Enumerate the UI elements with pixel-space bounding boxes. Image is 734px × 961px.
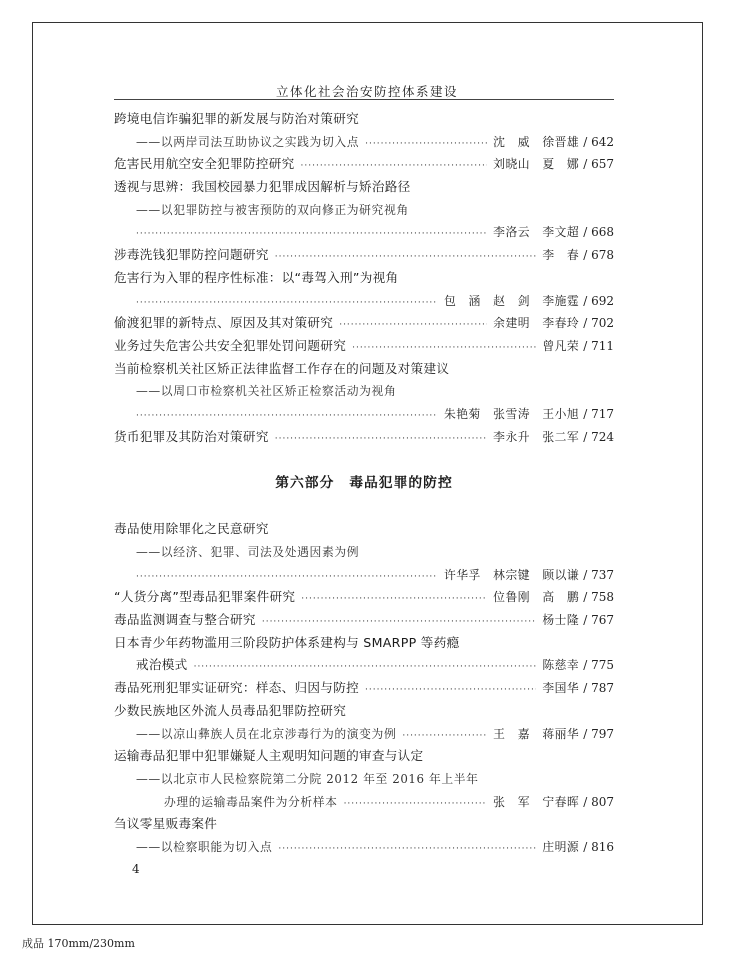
toc-entry-title: ——以检察职能为切入点 bbox=[136, 839, 273, 854]
toc-part-1 bbox=[114, 108, 614, 448]
toc-entry-title: 毒品使用除罪化之民意研究 bbox=[114, 521, 269, 537]
toc-entry-title: 运输毒品犯罪中犯罪嫌疑人主观明知问题的审查与认定 bbox=[114, 748, 424, 764]
table-of-contents bbox=[114, 108, 614, 859]
dot-leader bbox=[275, 428, 487, 451]
section-spacer bbox=[114, 503, 614, 518]
dot-leader bbox=[136, 405, 438, 428]
toc-entry-title: 跨境电信诈骗犯罪的新发展与防治对策研究 bbox=[114, 111, 359, 126]
toc-entry-page: / 816 bbox=[583, 839, 614, 854]
toc-entry-title: 日本青少年药物滥用三阶段防护体系建构与 SMARPP 等药瘾 bbox=[114, 634, 460, 650]
toc-entry-line bbox=[114, 221, 614, 244]
dot-leader bbox=[402, 725, 487, 748]
toc-entry-title: “人货分离”型毒品犯罪案件研究 bbox=[114, 589, 296, 605]
toc-entry-title: 戒治模式 bbox=[136, 657, 188, 673]
toc-entry-title: ——以凉山彝族人员在北京涉毒行为的演变为例 bbox=[136, 726, 397, 741]
toc-entry-authors: 许华孚 林宗键 顾以谦 bbox=[443, 567, 580, 582]
toc-entry-line bbox=[114, 380, 614, 403]
toc-entry-authors: 张 军 宁春晖 bbox=[493, 794, 580, 809]
toc-entry-page: / 668 bbox=[583, 225, 614, 240]
dot-leader bbox=[352, 337, 536, 360]
toc-entry-title: 偷渡犯罪的新特点、原因及其对策研究 bbox=[114, 315, 334, 331]
toc-entry-authors: 沈 威 徐晋雄 bbox=[493, 134, 580, 149]
toc-entry-title: ——以经济、犯罪、司法及处遇因素为例 bbox=[136, 545, 360, 559]
dot-leader bbox=[262, 611, 536, 634]
toc-entry-line bbox=[114, 358, 614, 381]
toc-entry-authors: 余建明 李春玲 bbox=[493, 316, 580, 331]
toc-entry-line bbox=[114, 267, 614, 290]
toc-entry-title: 业务过失危害公共安全犯罪处罚问题研究 bbox=[114, 337, 347, 353]
toc-entry-page: / 797 bbox=[583, 726, 614, 741]
toc-entry-line bbox=[114, 153, 614, 176]
dot-leader bbox=[194, 656, 537, 679]
toc-entry-authors: 李国华 bbox=[542, 681, 580, 696]
toc-entry-title: 刍议零星贩毒案件 bbox=[114, 816, 218, 832]
toc-entry-title: ——以周口市检察机关社区矫正检察活动为视角 bbox=[136, 384, 397, 399]
toc-entry-title: 危害民用航空安全犯罪防控研究 bbox=[114, 156, 295, 172]
toc-entry-line bbox=[114, 426, 614, 449]
toc-entry-line bbox=[114, 176, 614, 199]
dot-leader bbox=[278, 838, 536, 861]
trim-size-note: 成品 170mm/230mm bbox=[22, 937, 135, 950]
toc-entry-line bbox=[114, 586, 614, 609]
toc-entry-page: / 642 bbox=[583, 134, 614, 149]
toc-entry-line bbox=[114, 609, 614, 632]
header-rule bbox=[114, 99, 614, 100]
section-spacer bbox=[114, 448, 614, 463]
toc-entry-title: 透视与思辨：我国校园暴力犯罪成因解析与矫治路径 bbox=[114, 179, 411, 195]
toc-entry-authors: 刘晓山 夏 娜 bbox=[493, 157, 580, 172]
toc-entry-line bbox=[114, 836, 614, 859]
toc-entry-page: / 702 bbox=[583, 316, 614, 331]
toc-entry-page: / 767 bbox=[583, 613, 614, 628]
toc-entry-authors: 李永升 张二军 bbox=[493, 429, 580, 444]
toc-entry-title: 货币犯罪及其防治对策研究 bbox=[114, 428, 269, 444]
dot-leader bbox=[136, 223, 487, 246]
toc-entry-page: / 711 bbox=[583, 338, 614, 353]
dot-leader bbox=[344, 793, 488, 816]
toc-entry-authors: 位鲁刚 高 鹏 bbox=[493, 590, 580, 605]
toc-part-2 bbox=[114, 518, 614, 858]
toc-entry-authors: 李洛云 李文超 bbox=[493, 225, 580, 240]
toc-entry-title: 少数民族地区外流人员毒品犯罪防控研究 bbox=[114, 702, 347, 718]
running-head: 立体化社会治安防控体系建设 bbox=[275, 84, 458, 99]
toc-entry-line bbox=[114, 654, 614, 677]
toc-entry-line bbox=[114, 199, 614, 222]
toc-entry-line bbox=[114, 403, 614, 426]
toc-entry-page: / 737 bbox=[583, 567, 614, 582]
toc-entry-title: 当前检察机关社区矫正法律监督工作存在的问题及对策建议 bbox=[114, 360, 450, 376]
toc-entry-authors: 王 嘉 蒋丽华 bbox=[493, 726, 580, 741]
toc-entry-line bbox=[114, 723, 614, 746]
toc-entry-authors: 朱艳菊 张雪涛 王小旭 bbox=[443, 406, 580, 421]
toc-entry-page: / 775 bbox=[583, 658, 614, 673]
toc-entry-title: 危害行为入罪的程序性标准：以“毒驾入刑”为视角 bbox=[114, 269, 399, 285]
toc-entry-line bbox=[114, 700, 614, 723]
toc-entry-authors: 陈慈幸 bbox=[542, 658, 580, 673]
toc-entry-line bbox=[114, 518, 614, 541]
toc-entry-title: ——以北京市人民检察院第二分院 2012 年至 2016 年上半年 bbox=[136, 771, 479, 786]
dot-leader bbox=[136, 292, 438, 315]
toc-entry-page: / 787 bbox=[583, 681, 614, 696]
toc-entry-line bbox=[114, 131, 614, 154]
toc-entry-page: / 807 bbox=[583, 794, 614, 809]
toc-entry-title: ——以犯罪防控与被害预防的双向修正为研究视角 bbox=[136, 202, 409, 217]
toc-entry-line bbox=[114, 813, 614, 836]
toc-entry-line bbox=[114, 791, 614, 814]
toc-entry-line bbox=[114, 290, 614, 313]
dot-leader bbox=[365, 133, 487, 156]
toc-entry-page: / 717 bbox=[583, 406, 614, 421]
toc-entry-page: / 758 bbox=[583, 590, 614, 605]
toc-entry-title: 毒品监测调查与整合研究 bbox=[114, 612, 256, 628]
toc-entry-page: / 724 bbox=[583, 429, 614, 444]
toc-entry-authors: 杨士隆 bbox=[542, 613, 580, 628]
toc-entry-line bbox=[114, 244, 614, 267]
toc-entry-authors: 李 春 bbox=[542, 248, 580, 263]
toc-entry-line bbox=[114, 677, 614, 700]
toc-entry-line bbox=[114, 312, 614, 335]
dot-leader bbox=[301, 588, 487, 611]
toc-entry-authors: 曾凡荣 bbox=[542, 338, 580, 353]
toc-entry-authors: 庄明源 bbox=[542, 839, 580, 854]
toc-entry-line bbox=[114, 564, 614, 587]
toc-entry-line bbox=[114, 745, 614, 768]
toc-entry-line bbox=[114, 335, 614, 358]
dot-leader bbox=[365, 679, 536, 702]
toc-entry-page: / 678 bbox=[583, 248, 614, 263]
toc-entry-page: / 657 bbox=[583, 157, 614, 172]
toc-entry-line bbox=[114, 108, 614, 131]
toc-entry-title: 涉毒洗钱犯罪防控问题研究 bbox=[114, 247, 269, 263]
toc-entry-line bbox=[114, 768, 614, 791]
dot-leader bbox=[275, 246, 537, 269]
toc-entry-authors: 包 涵 赵 剑 李施霆 bbox=[443, 293, 580, 308]
toc-entry-line bbox=[114, 632, 614, 655]
toc-entry-page: / 692 bbox=[583, 293, 614, 308]
dot-leader bbox=[301, 155, 488, 178]
toc-entry-line bbox=[114, 541, 614, 564]
dot-leader bbox=[339, 314, 487, 337]
toc-entry-title: ——以两岸司法互助协议之实践为切入点 bbox=[136, 134, 360, 149]
dot-leader bbox=[136, 566, 438, 589]
page-number: 4 bbox=[132, 862, 140, 876]
toc-entry-title: 办理的运输毒品案件为分析样本 bbox=[164, 794, 338, 809]
section-title: 第六部分 毒品犯罪的防控 bbox=[275, 475, 453, 492]
toc-entry-title: 毒品死刑犯罪实证研究：样态、归因与防控 bbox=[114, 680, 359, 696]
